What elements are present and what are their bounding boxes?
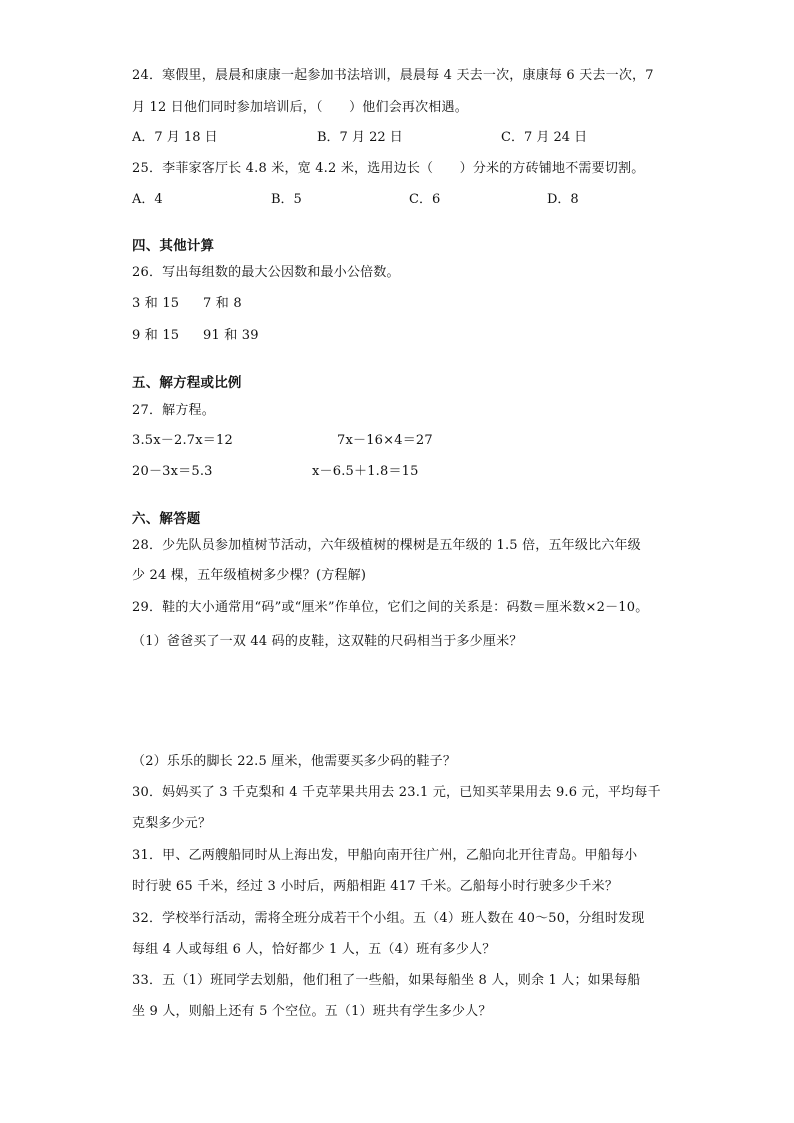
question-27: 27．解方程。: [132, 403, 215, 418]
section-5-heading: 五、解方程或比例: [132, 375, 242, 391]
question-24-options: [132, 130, 692, 146]
question-32-line-1: 32．学校举行活动，需将全班分成若干个小组。五（4）班人数在 40～50，分组时发现: [132, 911, 645, 926]
option-d[interactable]: D．8: [547, 192, 579, 207]
question-30-line-2: 克梨多少元？: [132, 816, 212, 831]
option-c[interactable]: C．7 月 24 日: [501, 130, 588, 145]
question-29-part-1: （1）爸爸买了一双 44 码的皮鞋，这双鞋的尺码相当于多少厘米？: [132, 634, 523, 649]
q26-item-3: 9 和 15: [132, 328, 180, 343]
equation-1: 3.5x－2.7x＝12: [132, 433, 233, 448]
question-25-options: [132, 192, 692, 208]
question-24-line-2: 月 12 日他们同时参加培训后，（ ）他们会再次相遇。: [132, 100, 468, 115]
question-28-line-1: 28．少先队员参加植树节活动，六年级植树的棵树是五年级的 1.5 倍，五年级比六年级: [132, 538, 641, 553]
equation-3: 20－3x＝5.3: [132, 464, 213, 479]
question-31-line-1: 31．甲、乙两艘船同时从上海出发，甲船向南开往广州，乙船向北开往青岛。甲船每小: [132, 848, 638, 863]
question-33-line-1: 33．五（1）班同学去划船，他们租了一些船，如果每船坐 8 人，则余 1 人；如果每船: [132, 973, 641, 988]
question-29-part-2: （2）乐乐的脚长 22.5 厘米，他需要买多少码的鞋子？: [132, 754, 457, 769]
section-6-heading: 六、解答题: [132, 511, 201, 527]
q26-item-4: 91 和 39: [203, 328, 259, 343]
section-4-heading: 四、其他计算: [132, 238, 215, 254]
equation-2: 7x－16×4＝27: [337, 433, 433, 448]
question-33-line-2: 坐 9 人，则船上还有 5 个空位。五（1）班共有学生多少人？: [132, 1004, 492, 1019]
question-29: 29．鞋的大小通常用“码”或“厘米”作单位，它们之间的关系是：码数＝厘米数×2－10。: [132, 600, 649, 615]
q26-item-2: 7 和 8: [203, 296, 242, 311]
question-28-line-2: 少 24 棵，五年级植树多少棵？(方程解): [132, 568, 367, 583]
question-32-line-2: 每组 4 人或每组 6 人，恰好都少 1 人，五（4）班有多少人？: [132, 942, 496, 957]
option-a[interactable]: A．7 月 18 日: [132, 130, 218, 145]
option-c[interactable]: C．6: [409, 192, 441, 207]
question-30-line-1: 30．妈妈买了 3 千克梨和 4 千克苹果共用去 23.1 元，已知买苹果用去 9.6 元，平均每千: [132, 785, 661, 800]
option-a[interactable]: A．4: [132, 192, 163, 207]
equation-4: x－6.5＋1.8＝15: [312, 464, 419, 479]
question-25-line-1: 25．李菲家客厅长 4.8 米，宽 4.2 米，选用边长（ ）分米的方砖铺地不需要切割。: [132, 161, 645, 176]
q26-item-1: 3 和 15: [132, 296, 180, 311]
option-b[interactable]: B．5: [271, 192, 302, 207]
option-b[interactable]: B．7 月 22 日: [317, 130, 403, 145]
question-31-line-2: 时行驶 65 千米，经过 3 小时后，两船相距 417 千米。乙船每小时行驶多少千米？: [132, 879, 619, 894]
question-26: 26．写出每组数的最大公因数和最小公倍数。: [132, 265, 400, 280]
question-24-line-1: 24．寒假里，晨晨和康康一起参加书法培训，晨晨每 4 天去一次，康康每 6 天去一次，7: [132, 68, 654, 83]
